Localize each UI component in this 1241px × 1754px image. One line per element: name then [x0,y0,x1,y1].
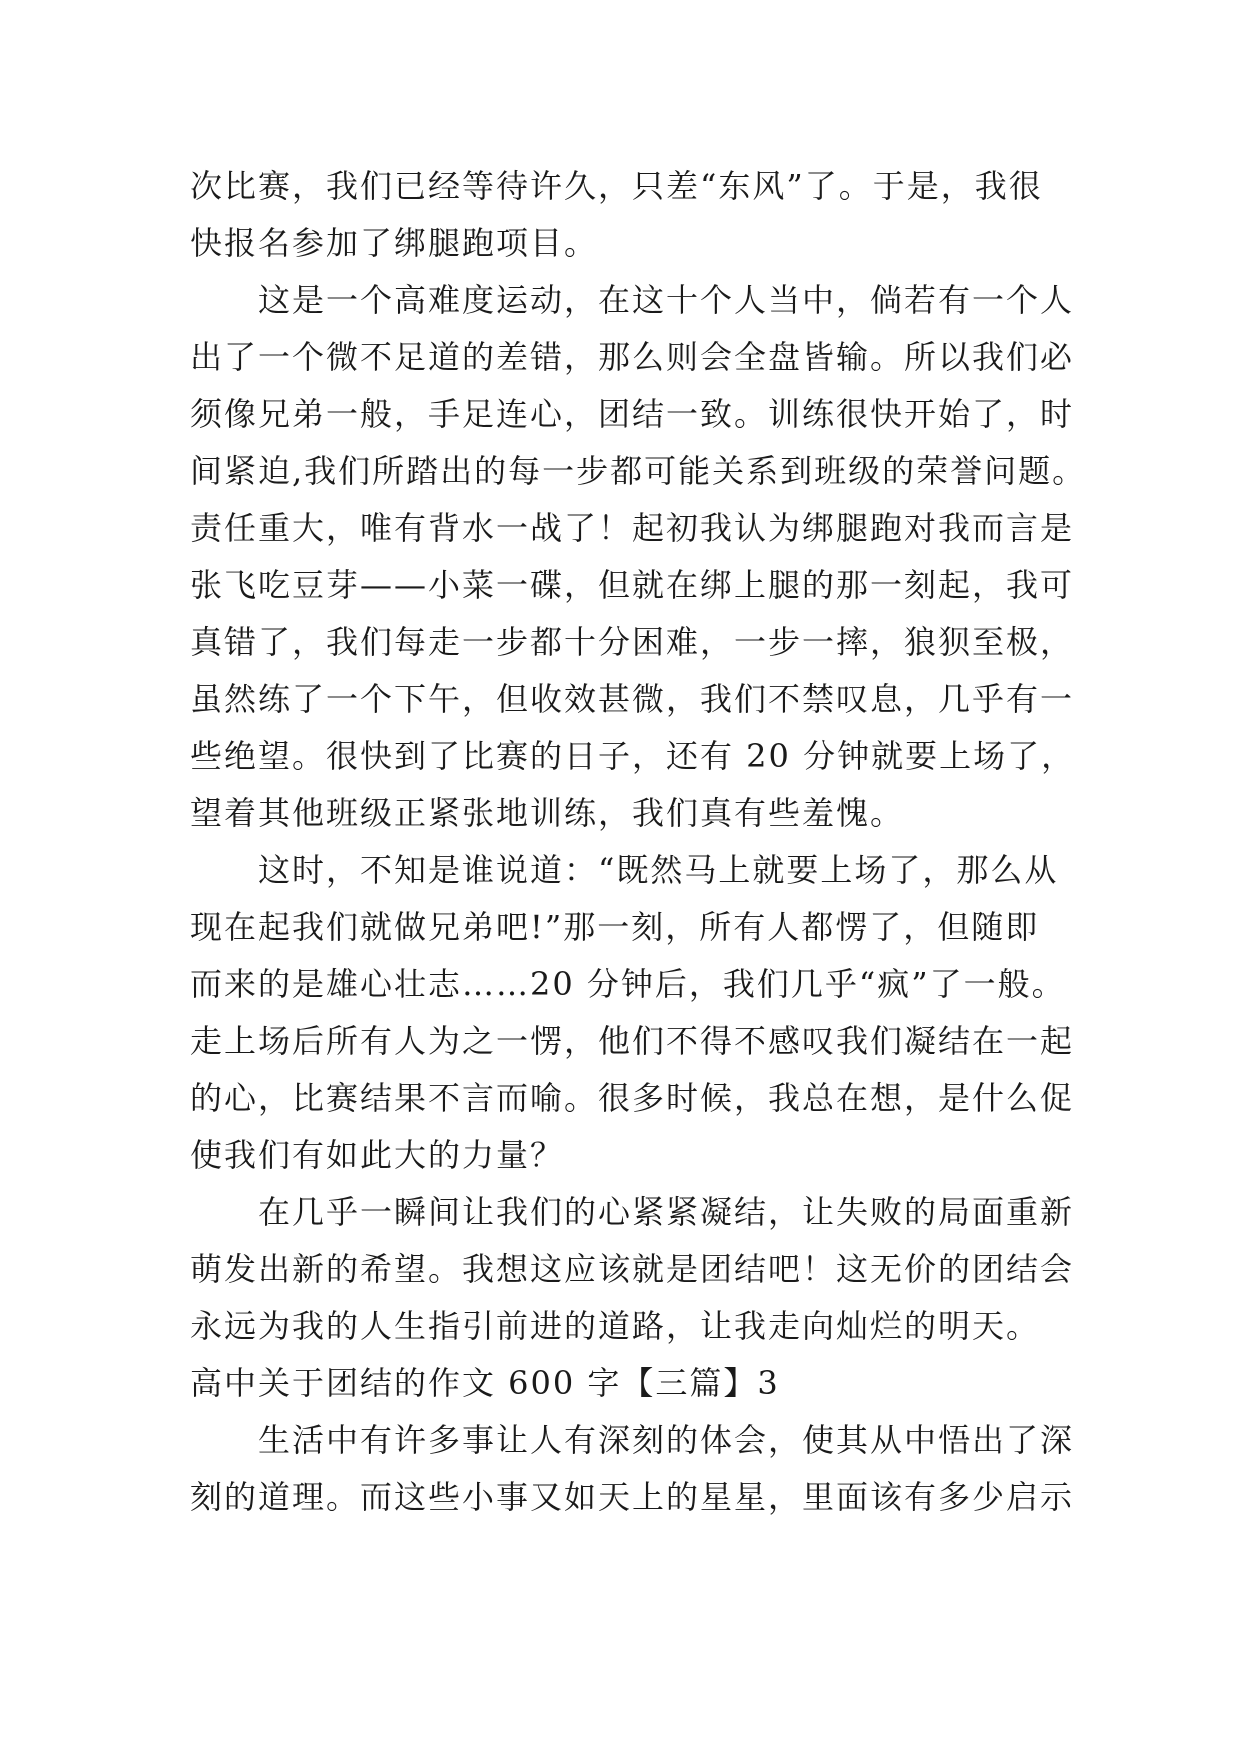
paragraph-start-line: 生活中有许多事让人有深刻的体会，使其从中悟出了深 [258,1421,1075,1459]
text-line: 真错了，我们每走一步都十分困难，一步一摔，狼狈至极， [190,623,1075,661]
paragraph-start-line: 这是一个高难度运动，在这十个人当中，倘若有一个人 [258,281,1075,319]
text-line: 出了一个微不足道的差错，那么则会全盘皆输。所以我们必 [190,338,1075,376]
text-line: 刻的道理。而这些小事又如天上的星星，里面该有多少启示 [190,1478,1075,1516]
paragraph-start-line: 在几乎一瞬间让我们的心紧紧凝结，让失败的局面重新 [258,1193,1075,1231]
text-line: 而来的是雄心壮志……20 分钟后，我们几乎“疯”了一般。 [190,965,1066,1003]
text-line: 快报名参加了绑腿跑项目。 [190,224,599,262]
text-line: 责任重大，唯有背水一战了！起初我认为绑腿跑对我而言是 [190,509,1075,547]
text-line: 间紧迫,我们所踏出的每一步都可能关系到班级的荣誉问题。 [190,452,1087,490]
paragraph-start-line: 这时，不知是谁说道：“既然马上就要上场了，那么从 [258,851,1059,889]
section-heading: 高中关于团结的作文 600 字【三篇】3 [190,1364,780,1402]
text-line: 现在起我们就做兄弟吧!”那一刻，所有人都愣了，但随即 [190,908,1040,946]
text-line: 永远为我的人生指引前进的道路，让我走向灿烂的明天。 [190,1307,1041,1345]
text-line: 望着其他班级正紧张地训练，我们真有些羞愧。 [190,794,905,832]
text-line: 的心，比赛结果不言而喻。很多时候，我总在想，是什么促 [190,1079,1075,1117]
text-line: 使我们有如此大的力量？ [190,1136,565,1174]
text-line: 萌发出新的希望。我想这应该就是团结吧！这无价的团结会 [190,1250,1075,1288]
text-line: 些绝望。很快到了比赛的日子，还有 20 分钟就要上场了， [190,737,1076,775]
text-line: 次比赛，我们已经等待许久，只差“东风”了。于是，我很 [190,167,1043,205]
text-line: 虽然练了一个下午，但收效甚微，我们不禁叹息，几乎有一 [190,680,1075,718]
essay-text [190,158,1087,1526]
text-line: 须像兄弟一般，手足连心，团结一致。训练很快开始了，时 [190,395,1075,433]
text-line: 张飞吃豆芽——小菜一碟，但就在绑上腿的那一刻起，我可 [190,566,1075,604]
text-line: 走上场后所有人为之一愣，他们不得不感叹我们凝结在一起 [190,1022,1075,1060]
